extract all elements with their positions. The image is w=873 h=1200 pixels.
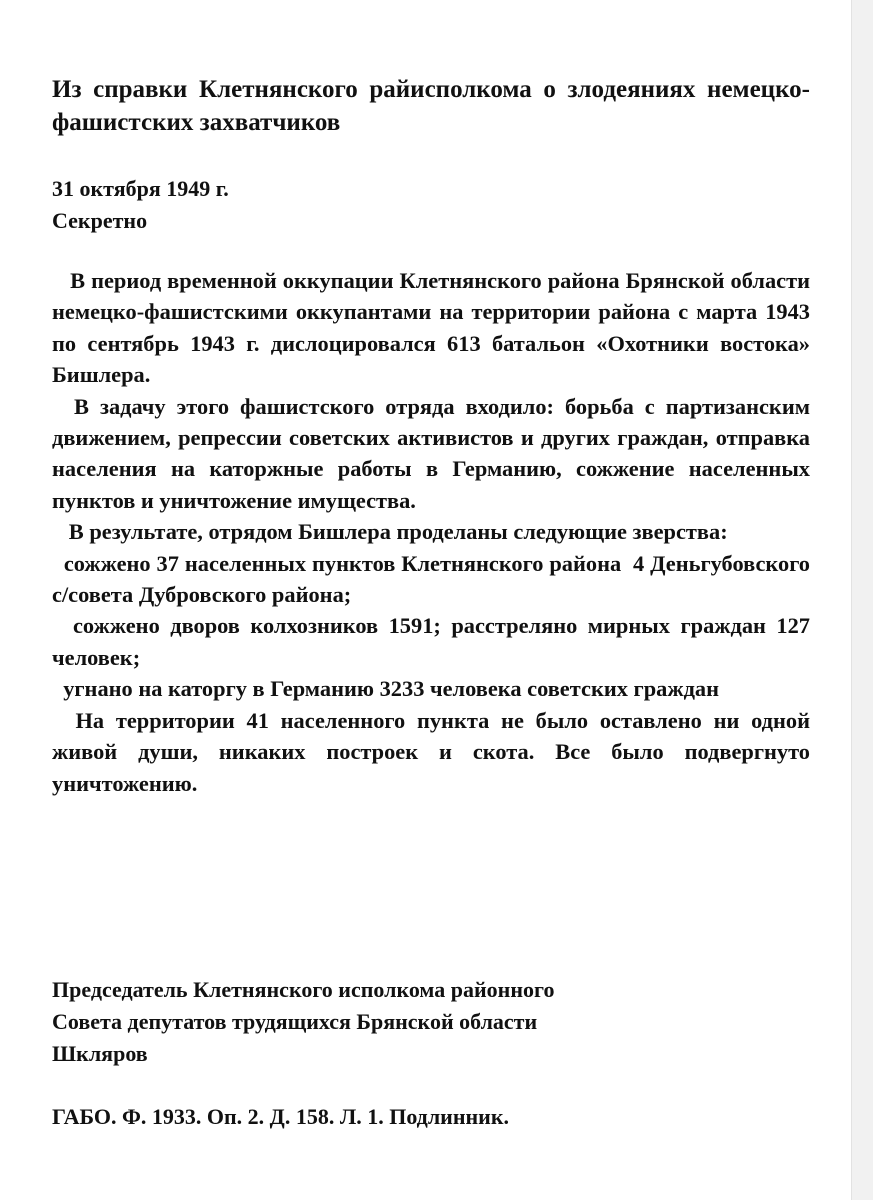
document-text [52,265,810,799]
paragraph-tasks: В задачу этого фашистского отряда входило: борьба с партизанским движением, репрессии советских активистов и других граждан, отправка населения на каторжные работы в Германию, сожжение населенных пунктов и уничтожение имущества. [52,393,810,513]
paragraph-results: В результате, отрядом Бишлера проделаны следующие зверства: [52,519,728,545]
document-title: Из справки Клетнянского райисполкома о злодеяниях немецко-фашистских захватчиков [52,76,810,136]
page-edge [851,0,873,1200]
paragraph-occupation: В период временной оккупации Клетнянского района Брянской области немецко-фашистскими оккупантами на территории района с марта 1943 по сентябрь 1943 г. дислоцировался 613 батальон «Охотники востока» Бишлера. [52,268,810,388]
signature-position-line1: Председатель Клетнянского исполкома районного [52,977,555,1002]
paragraph-burned-households: сожжено дворов колхозников 1591; расстреляно мирных граждан 127 человек; [52,613,810,670]
archive-reference: ГАБО. Ф. 1933. Оп. 2. Д. 158. Л. 1. Подлинник. [52,1104,510,1129]
paragraph-burned-settlements: сожжено 37 населенных пунктов Клетнянского района 4 Деньгубовского с/совета Дубровского района; [52,550,810,608]
document-date: 31 октября 1949 г. [52,176,229,201]
paragraph-deported: угнано на каторгу в Германию 3233 человека советских граждан [52,676,720,702]
classification-label: Секретно [52,208,148,233]
signature-position-line2: Совета депутатов трудящихся Брянской области [52,1009,538,1034]
paragraph-destruction: На территории 41 населенного пункта не было оставлено ни одной живой души, никаких построек и скота. Все было подвергнуто уничтожению. [52,707,810,796]
signature-name: Шкляров [52,1041,148,1066]
